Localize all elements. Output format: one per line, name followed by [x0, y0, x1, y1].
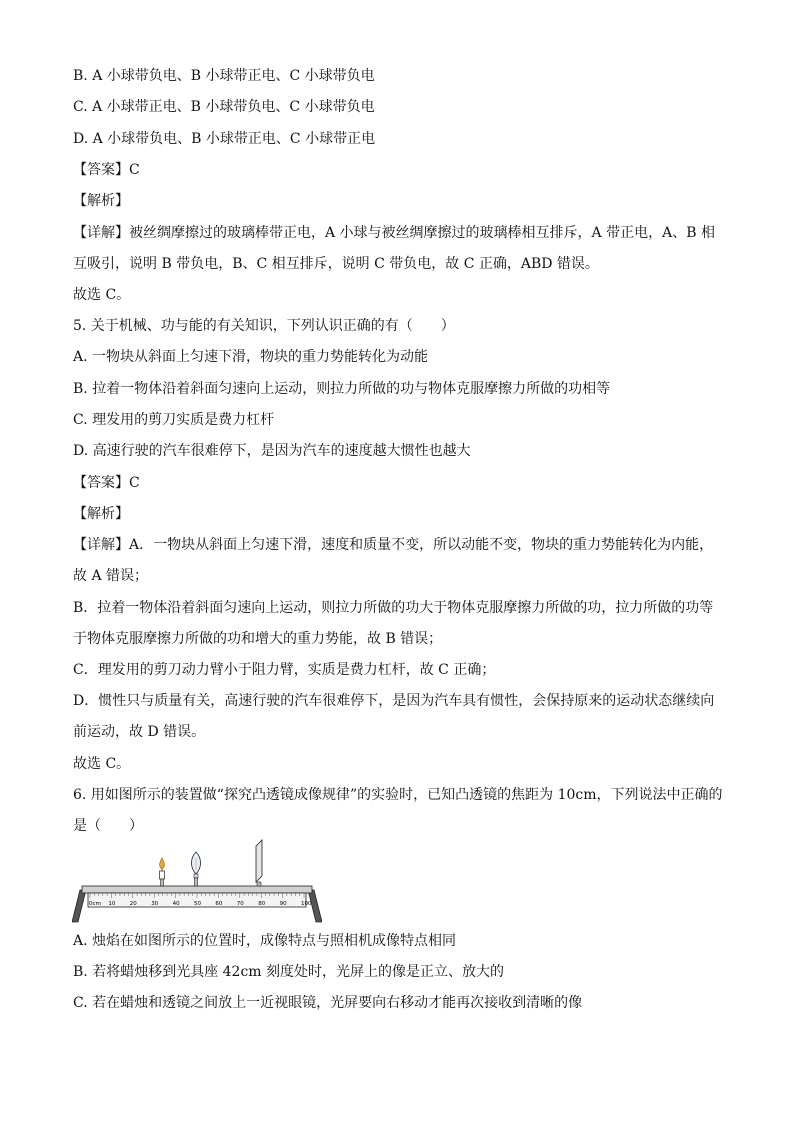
- left-stand-leg: [72, 890, 86, 922]
- q5-detail-line: 前运动，故 D 错误。: [73, 724, 206, 740]
- q6-stem-continued: 是（ ）: [73, 818, 143, 834]
- ruler-tick-label: 60: [215, 901, 223, 907]
- q6-option-c: C. 若在蜡烛和透镜之间放上一近视眼镜，光屏要向右移动才能再次接收到清晰的像: [73, 995, 583, 1011]
- q5-analysis-heading: 【解析】: [73, 506, 129, 522]
- ruler-tick-label: 80: [258, 901, 266, 907]
- q6-stem: 6. 用如图所示的装置做“探究凸透镜成像规律”的实验时，已知凸透镜的焦距为 10cm，下列说法中正确的: [73, 787, 723, 803]
- ruler-tick-label: 10: [108, 901, 116, 907]
- candle: [160, 858, 165, 886]
- q5-option-d: D. 高速行驶的汽车很难停下，是因为汽车的速度越大惯性也越大: [73, 443, 471, 459]
- q5-detail-line: 【详解】A．一物块从斜面上匀速下滑，速度和质量不变，所以动能不变，物块的重力势能转化为内能，: [73, 537, 714, 553]
- ruler-unit-label: 0cm: [89, 901, 101, 907]
- ruler-tick-label: 70: [236, 901, 244, 907]
- q4-conclusion: 故选 C。: [73, 287, 131, 303]
- q5-answer: 【答案】C: [73, 475, 140, 491]
- optical-bench-figure: [72, 838, 322, 924]
- q5-conclusion: 故选 C。: [73, 756, 131, 772]
- ruler-tick-label: 90: [279, 901, 287, 907]
- ruler-tick-label: 40: [172, 901, 180, 907]
- convex-lens: [192, 852, 201, 886]
- q5-option-b: B. 拉着一物体沿着斜面匀速向上运动，则拉力所做的功与物体克服摩擦力所做的功相等: [73, 381, 611, 397]
- bench-rail: [82, 886, 312, 893]
- q4-option-d: D. A 小球带负电、B 小球带正电、C 小球带正电: [73, 131, 376, 147]
- screen-panel: [256, 840, 262, 882]
- q4-detail-line: 互吸引，说明 B 带负电，B、C 相互排斥，说明 C 带负电，故 C 正确，ABD 错误。: [73, 256, 599, 272]
- q6-option-b: B. 若将蜡烛移到光具座 42cm 刻度处时，光屏上的像是正立、放大的: [73, 964, 505, 980]
- q5-detail-line: 于物体克服摩擦力所做的功和增大的重力势能，故 B 错误；: [73, 631, 443, 647]
- q4-option-b: B. A 小球带负电、B 小球带正电、C 小球带负电: [73, 68, 375, 84]
- ruler-tick-label: 50: [194, 901, 201, 907]
- q4-detail-line: 【详解】被丝绸摩擦过的玻璃棒带正电，A 小球与被丝绸摩擦过的玻璃棒相互排斥，A 带正电，A、B 相: [73, 225, 715, 241]
- q5-detail-line: B．拉着一物体沿着斜面匀速向上运动，则拉力所做的功大于物体克服摩擦力所做的功，拉力所做的功等: [73, 600, 714, 616]
- ruler-tick-label: 30: [151, 901, 159, 907]
- q5-detail-line: D．惯性只与质量有关，高速行驶的汽车很难停下，是因为汽车具有惯性，会保持原来的运动状态继续向: [73, 693, 715, 709]
- q5-option-c: C. 理发用的剪刀实质是费力杠杆: [73, 412, 275, 428]
- ruler-tick-label: 20: [129, 901, 137, 907]
- q5-detail-line: C．理发用的剪刀动力臂小于阻力臂，实质是费力杠杆，故 C 正确；: [73, 662, 496, 678]
- candle-flame: [160, 858, 165, 869]
- q4-option-c: C. A 小球带正电、B 小球带负电、C 小球带负电: [73, 99, 375, 115]
- q5-detail-line: 故 A 错误；: [73, 568, 149, 584]
- q6-option-a: A. 烛焰在如图所示的位置时，成像特点与照相机成像特点相同: [73, 933, 457, 949]
- q5-stem: 5. 关于机械、功与能的有关知识，下列认识正确的有（ ）: [73, 318, 455, 334]
- q4-analysis-heading: 【解析】: [73, 193, 129, 209]
- light-screen: [256, 840, 262, 886]
- q4-answer: 【答案】C: [73, 162, 140, 178]
- ruler-tick-label: 100: [301, 901, 312, 907]
- q5-option-a: A. 一物块从斜面上匀速下滑，物块的重力势能转化为动能: [73, 349, 429, 365]
